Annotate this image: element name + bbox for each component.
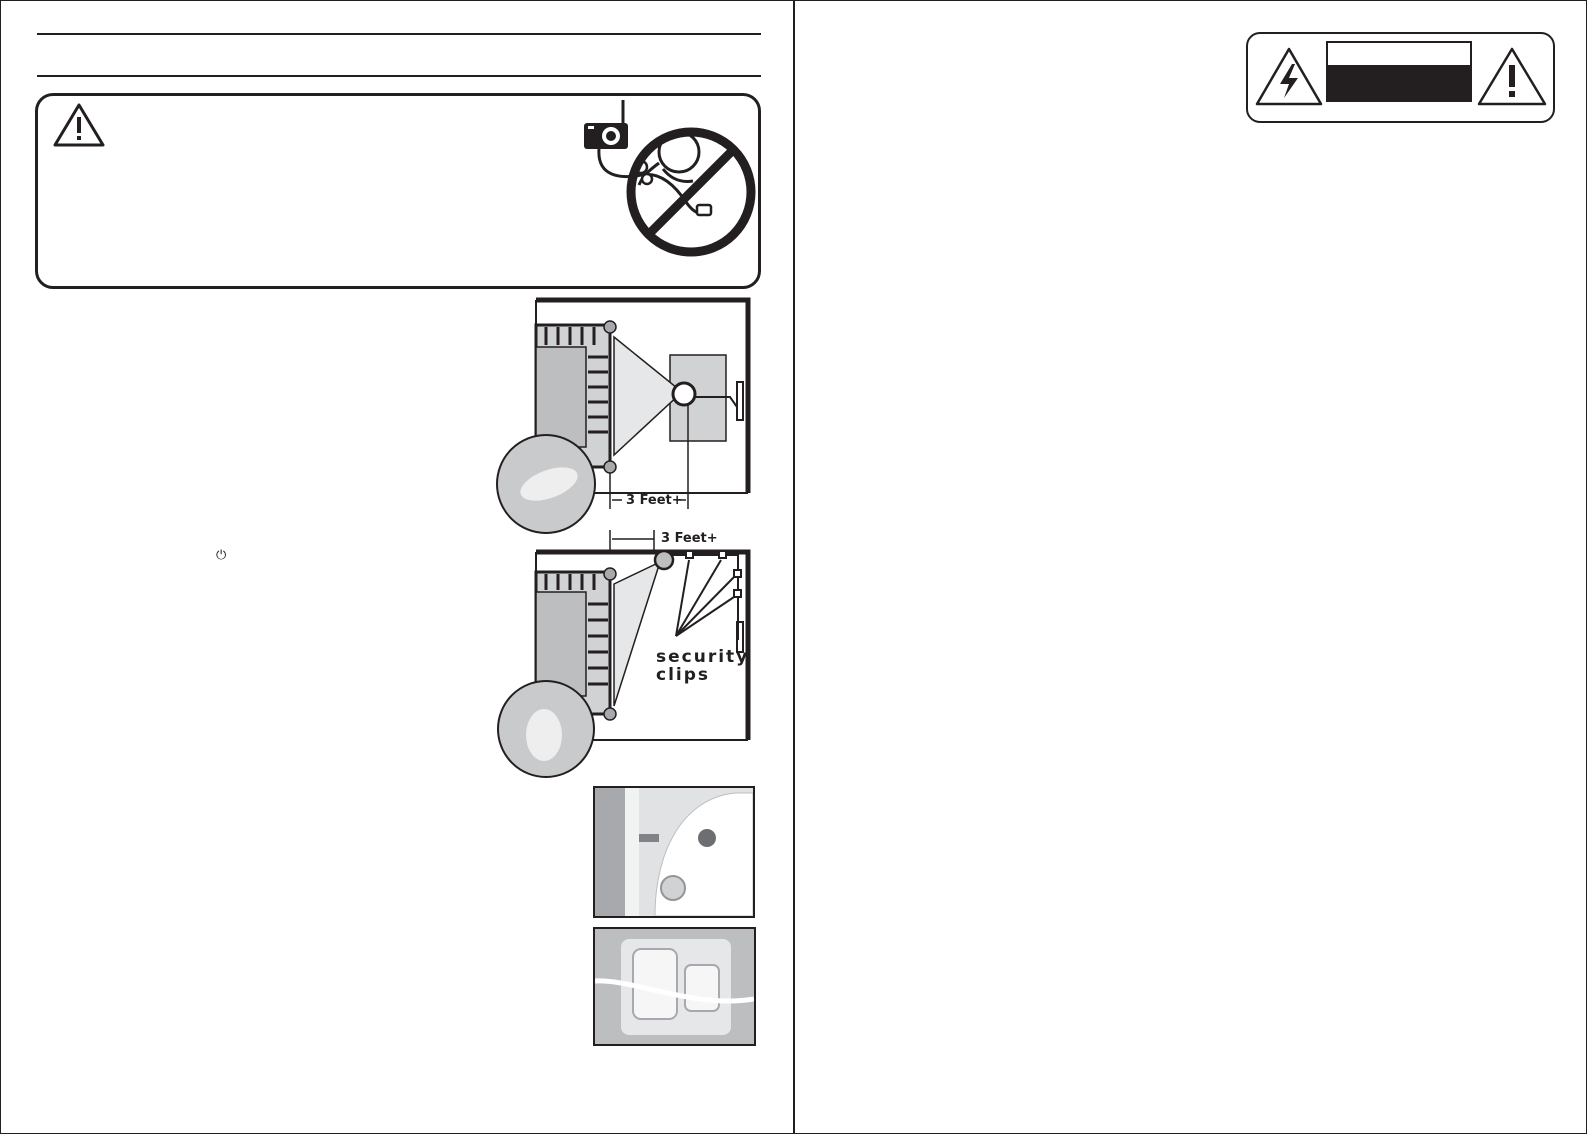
header-rule-top	[37, 33, 761, 35]
exclamation-triangle-icon	[1476, 46, 1548, 108]
warning-panel	[35, 93, 761, 289]
electric-shock-triangle-icon	[1254, 46, 1324, 108]
crib-placement-diagram-top	[494, 297, 754, 537]
cord-clip-photo	[593, 927, 756, 1046]
power-icon: ⏻	[216, 548, 227, 563]
hazard-warning-label	[1246, 32, 1555, 123]
caution-triangle-icon	[52, 102, 106, 148]
caution-label-block	[1326, 41, 1472, 102]
distance-label-top: 3 Feet+	[626, 493, 683, 508]
security-clips-label: security clips	[656, 647, 750, 685]
no-cord-near-baby-prohibition-icon	[581, 97, 757, 257]
distance-label-bottom: 3 Feet+	[661, 531, 718, 546]
header-rule-bottom	[37, 75, 761, 77]
wall-mount-screw-photo	[593, 786, 755, 918]
page-spine-divider	[793, 0, 795, 1134]
